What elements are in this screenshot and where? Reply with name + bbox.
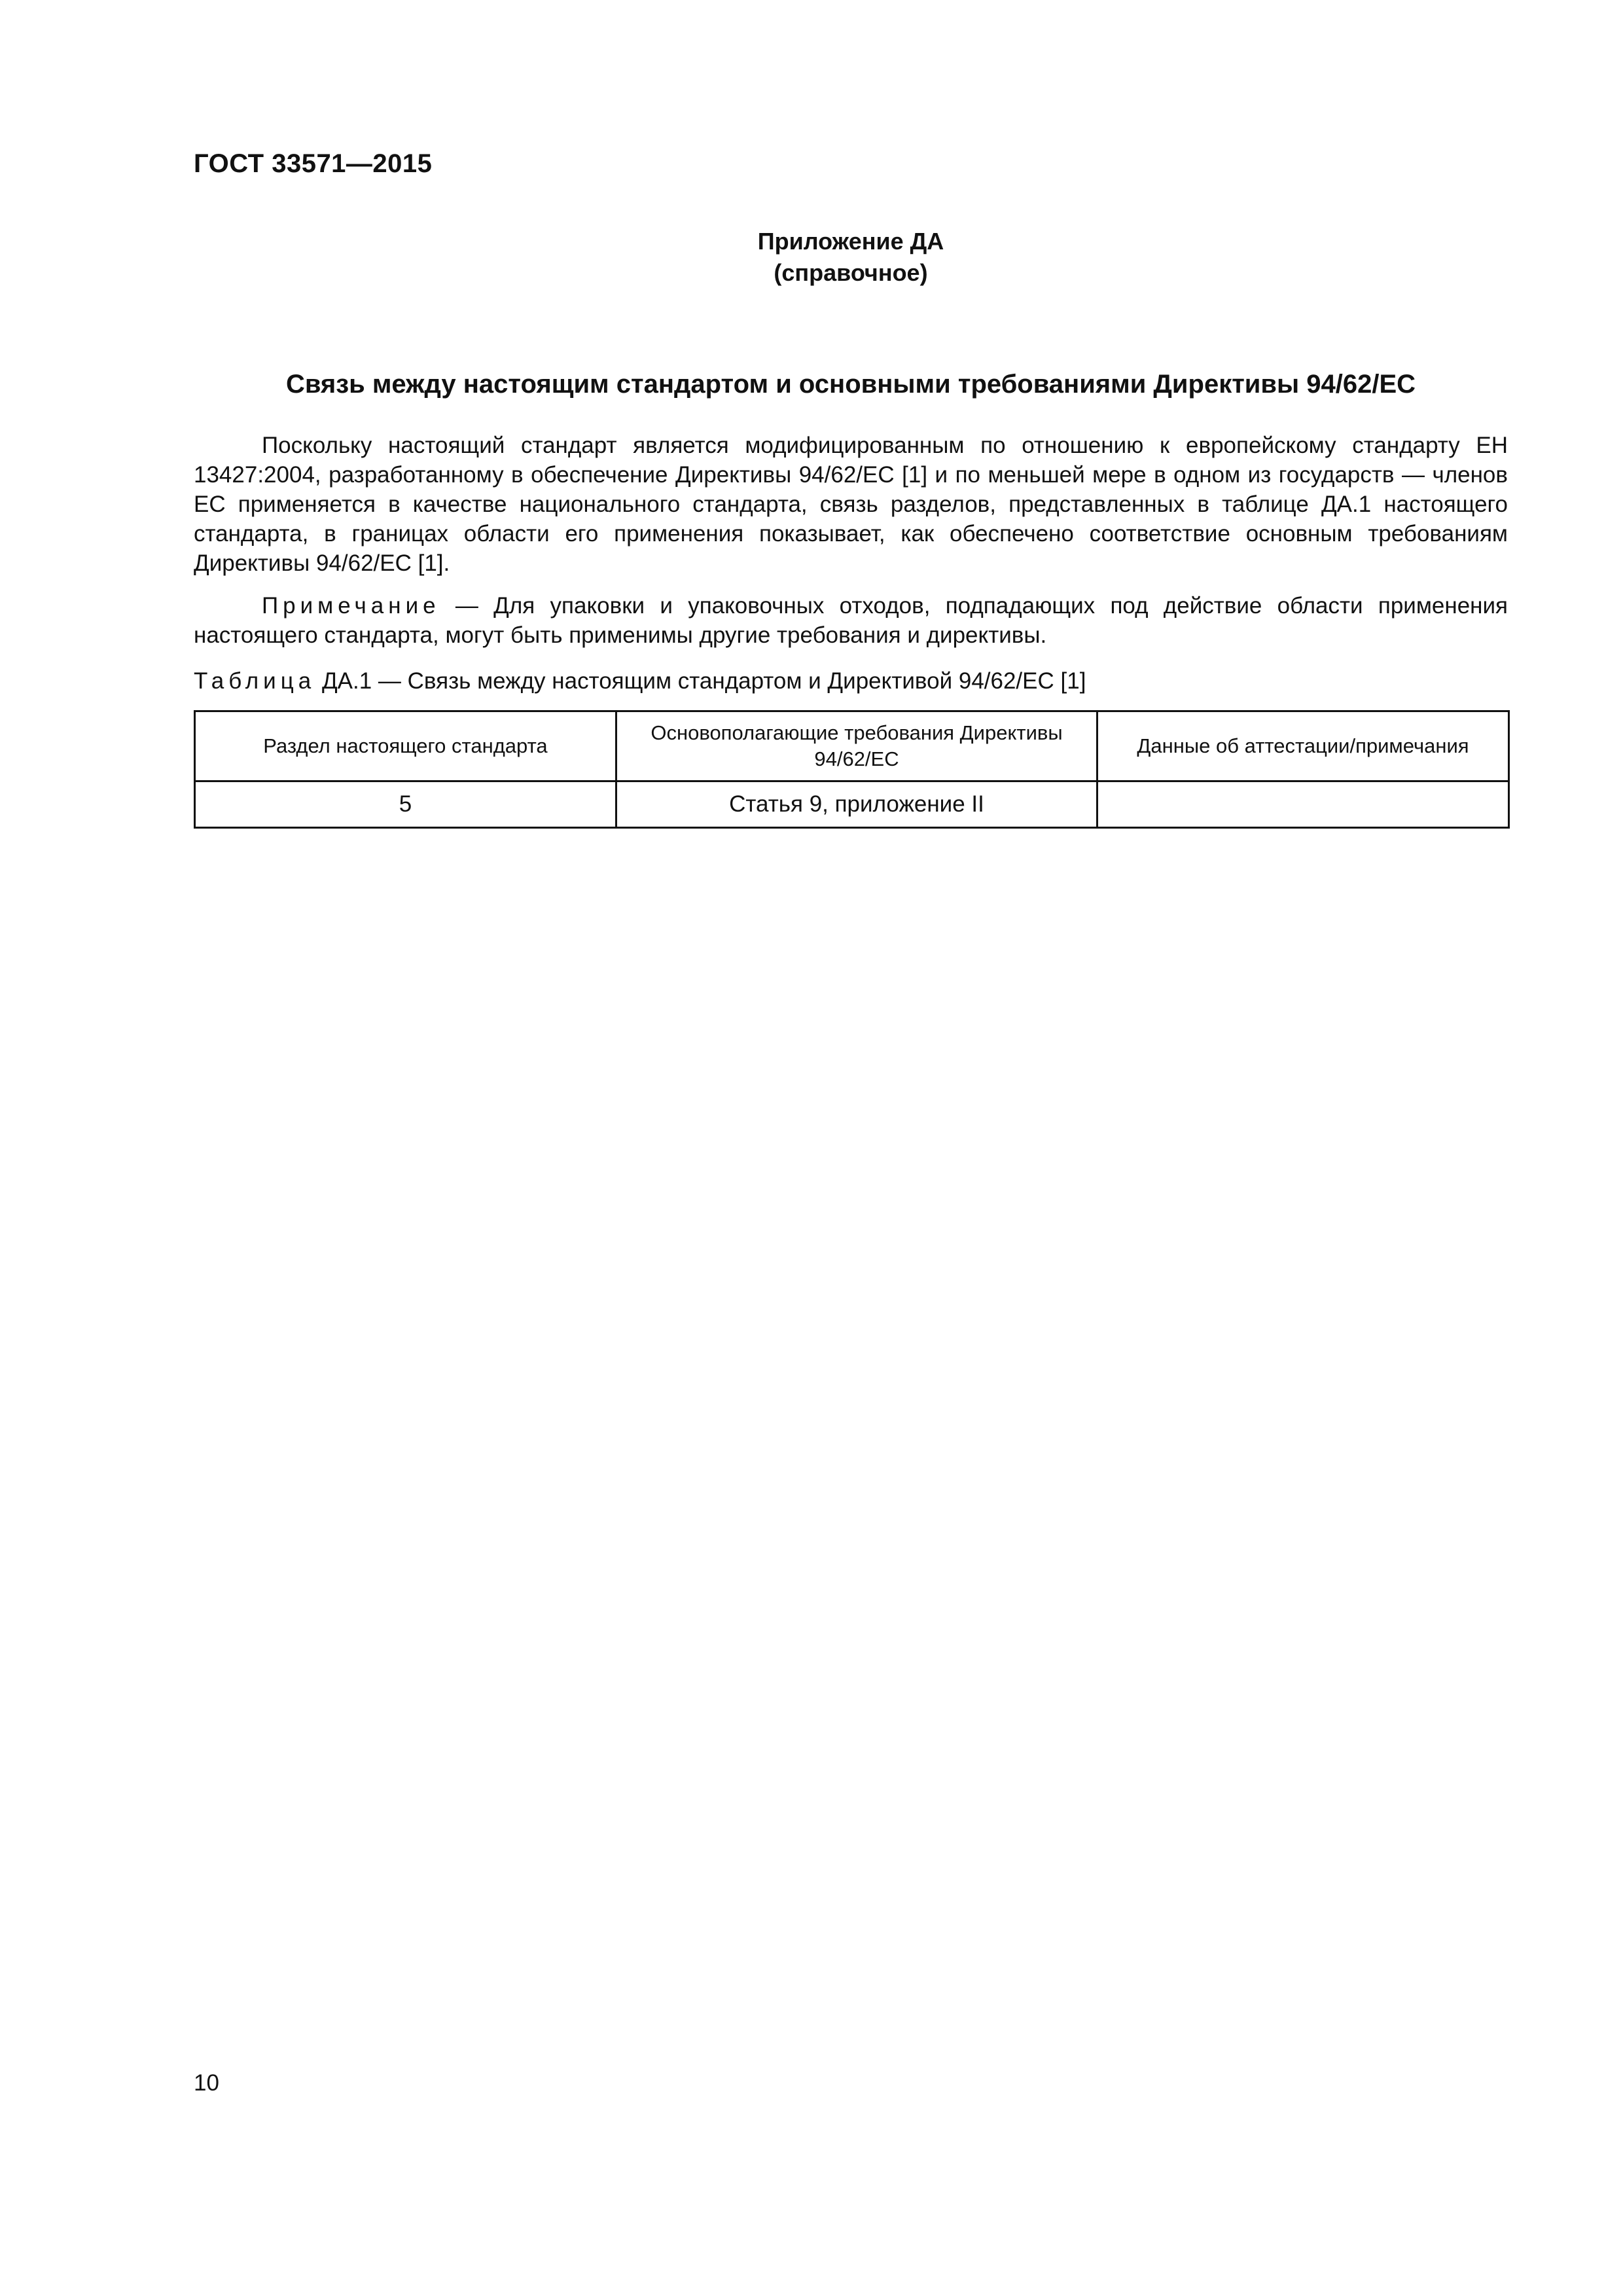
- body-paragraph: Поскольку настоящий стандарт является модифицированным по отношению к европейскому стандарту ЕН 13427:2004, разработанному в обеспечение Директивы 94/62/ЕС [1] и по меньшей мере в одном из государств — членов ЕС применяется в качестве национального стандарта, связь разделов, представленных в таблице ДА.1 настоящего стандарта, в границах области его применения показывает, как обеспечено соответствие основным требованиям Директивы 94/62/ЕС [1].: [194, 433, 1508, 576]
- table-cell: Статья 9, приложение II: [616, 781, 1097, 828]
- note-paragraph: [194, 591, 1508, 650]
- table-header-cell: Основополагающие требования Директивы 94/62/ЕС: [616, 711, 1097, 781]
- section-heading: Связь между настоящим стандартом и основными требованиями Директивы 94/62/ЕС: [285, 370, 1416, 399]
- appendix-block: [194, 226, 1508, 289]
- table-cell: [1097, 781, 1509, 828]
- appendix-title: Приложение ДА: [757, 228, 944, 255]
- document-code: ГОСТ 33571—2015: [194, 149, 433, 178]
- table-header-cell: Раздел настоящего стандарта: [195, 711, 616, 781]
- note-text: — Для упаковки и упаковочных отходов, подпадающих под действие области применения настоящего стандарта, могут быть применимы другие требования и директивы.: [194, 593, 1508, 648]
- table-caption-label: Таблица: [194, 668, 316, 694]
- table-header-cell: Данные об аттестации/примечания: [1097, 711, 1509, 781]
- note-label: Примечание: [262, 593, 440, 619]
- page-number: 10: [194, 2070, 219, 2096]
- table-row: [195, 781, 1509, 828]
- table-cell: 5: [195, 781, 616, 828]
- table-caption: [194, 666, 1508, 696]
- table-header-row: [195, 711, 1509, 781]
- appendix-status: (справочное): [774, 259, 928, 286]
- table-caption-text: ДА.1 — Связь между настоящим стандартом и Директивой 94/62/ЕС [1]: [315, 668, 1086, 694]
- correspondence-table: [194, 710, 1510, 829]
